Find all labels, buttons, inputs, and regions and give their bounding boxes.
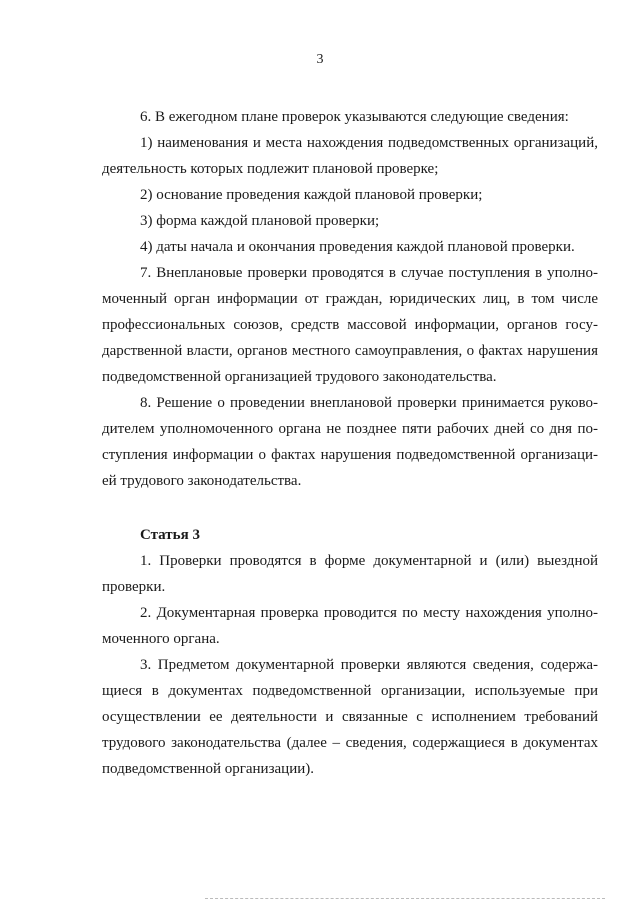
text-line: 3) форма каждой плановой проверки; — [140, 213, 380, 229]
paragraph-6-item-1 — [102, 130, 598, 182]
text-line: дарственной власти, органов местного самоуправления, о фактах нарушения — [102, 343, 598, 359]
article-title: Статья 3 — [140, 527, 200, 543]
scan-edge-line — [205, 898, 605, 899]
article-3-paragraph-3 — [102, 652, 598, 782]
text-line: 2) основание проведения каждой плановой проверки; — [140, 187, 483, 203]
paragraph-7 — [102, 260, 598, 390]
paragraph-8 — [102, 390, 598, 494]
text-line: проверки. — [102, 579, 166, 595]
text-line: ей трудового законодательства. — [102, 473, 302, 489]
text-line: профессиональных союзов, средств массовой информации, органов госу- — [102, 317, 598, 333]
text-line: щиеся в документах подведомственной организации, используемые при — [102, 683, 598, 699]
text-line: подведомственной организации). — [102, 761, 314, 777]
text-line: деятельность которых подлежит плановой проверке; — [102, 161, 439, 177]
text-line: 4) даты начала и окончания проведения каждой плановой проверки. — [140, 239, 575, 255]
text-line: 1) наименования и места нахождения подведомственных организаций, — [140, 135, 598, 151]
paragraph-6 — [102, 104, 598, 130]
page-number: 3 — [316, 52, 324, 67]
document-body — [102, 104, 598, 782]
text-line: ступления информации о фактах нарушения подведомственной организаци- — [102, 447, 598, 463]
article-3-paragraph-2 — [102, 600, 598, 652]
paragraph-6-item-3 — [102, 208, 598, 234]
text-line: 8. Решение о проведении внеплановой проверки принимается руково- — [140, 395, 598, 411]
text-line: 6. В ежегодном плане проверок указываются следующие сведения: — [140, 109, 569, 125]
text-line: моченного органа. — [102, 631, 220, 647]
text-line: 3. Предметом документарной проверки являются сведения, содержа- — [140, 657, 598, 673]
text-line: осуществлении ее деятельности и связанные с исполнением требований — [102, 709, 598, 725]
text-line: подведомственной организацией трудового законодательства. — [102, 369, 497, 385]
text-line: моченный орган информации от граждан, юридических лиц, в том числе — [102, 291, 598, 307]
article-3-paragraph-1 — [102, 548, 598, 600]
text-line: 1. Проверки проводятся в форме документарной и (или) выездной — [140, 553, 598, 569]
text-line: 7. Внеплановые проверки проводятся в случае поступления в уполно- — [140, 265, 598, 281]
text-line: трудового законодательства (далее – сведения, содержащиеся в документах — [102, 735, 598, 751]
paragraph-6-item-2 — [102, 182, 598, 208]
section-spacer — [102, 494, 598, 522]
text-line: 2. Документарная проверка проводится по месту нахождения уполно- — [140, 605, 598, 621]
text-line: дителем уполномоченного органа не позднее пяти рабочих дней со дня по- — [102, 421, 598, 437]
paragraph-6-item-4 — [102, 234, 598, 260]
